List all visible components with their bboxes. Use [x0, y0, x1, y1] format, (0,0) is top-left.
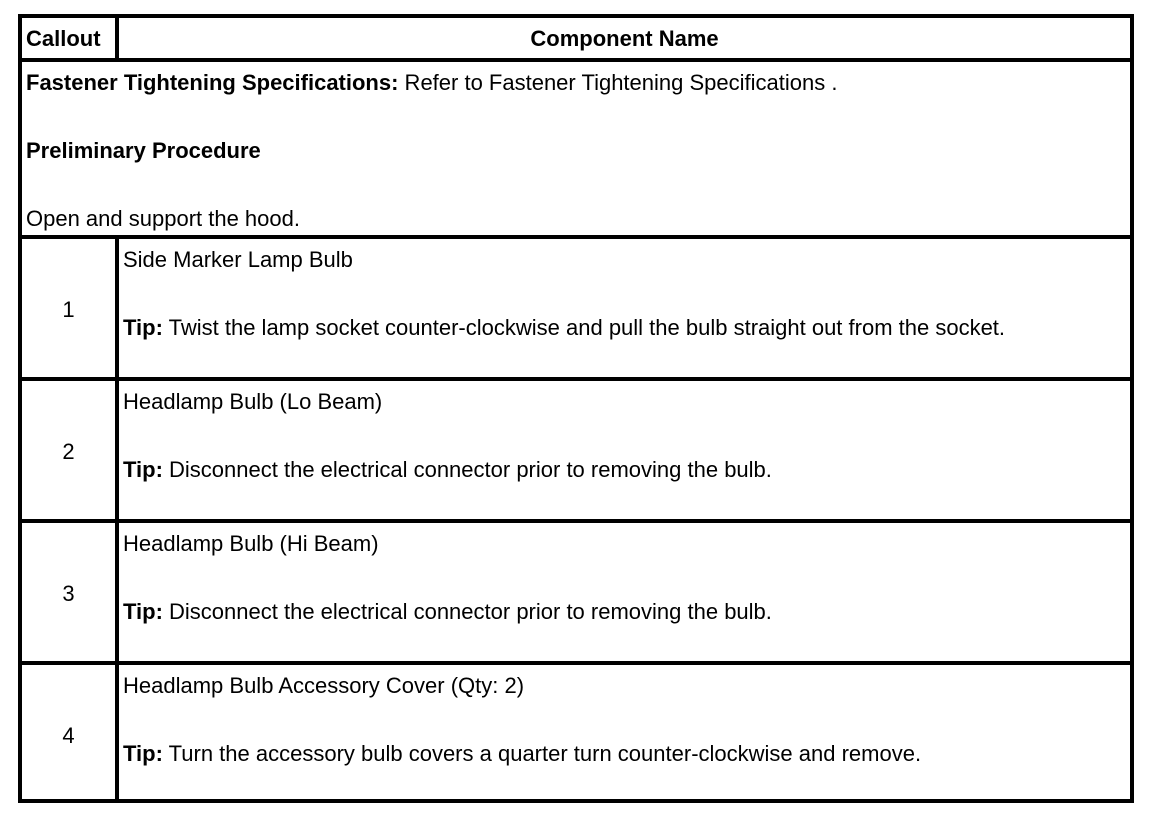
tip-text-1: Twist the lamp socket counter-clockwise and pull the bulb straight out from the socket.	[162, 315, 1006, 340]
preface-divider	[22, 235, 1130, 239]
tip-line-1	[123, 315, 1005, 341]
component-name-1: Side Marker Lamp Bulb	[123, 247, 353, 272]
tip-label-4: Tip:	[123, 741, 163, 766]
header-component-name: Component Name	[530, 26, 719, 51]
header-divider	[22, 58, 1130, 62]
header-callout: Callout	[26, 26, 101, 51]
tip-text-2: Disconnect the electrical connector prior to removing the bulb.	[162, 457, 772, 482]
tip-line-4	[123, 741, 921, 767]
fastener-spec-label: Fastener Tightening Specifications:	[26, 70, 399, 95]
callout-number-2: 2	[62, 439, 75, 464]
tip-label-2: Tip:	[123, 457, 163, 482]
row-divider-2	[22, 519, 1130, 523]
preliminary-heading: Preliminary Procedure	[26, 138, 261, 163]
component-name-4: Headlamp Bulb Accessory Cover (Qty: 2)	[123, 673, 525, 698]
row-divider-1	[22, 377, 1130, 381]
tip-line-2	[123, 457, 772, 483]
preliminary-step: Open and support the hood.	[26, 206, 300, 231]
fastener-spec-text: Refer to Fastener Tightening Specifications .	[398, 70, 838, 95]
tip-text-4: Turn the accessory bulb covers a quarter turn counter-clockwise and remove.	[162, 741, 922, 766]
component-name-2: Headlamp Bulb (Lo Beam)	[123, 389, 383, 414]
fastener-spec-line	[26, 70, 837, 96]
tip-line-3	[123, 599, 772, 625]
callout-number-3: 3	[62, 581, 75, 606]
tip-label-1: Tip:	[123, 315, 163, 340]
tip-text-3: Disconnect the electrical connector prior to removing the bulb.	[162, 599, 772, 624]
procedure-table	[18, 14, 1134, 803]
callout-number-4: 4	[62, 723, 75, 748]
row-divider-3	[22, 661, 1130, 665]
tip-label-3: Tip:	[123, 599, 163, 624]
component-name-3: Headlamp Bulb (Hi Beam)	[123, 531, 379, 556]
callout-number-1: 1	[62, 297, 75, 322]
